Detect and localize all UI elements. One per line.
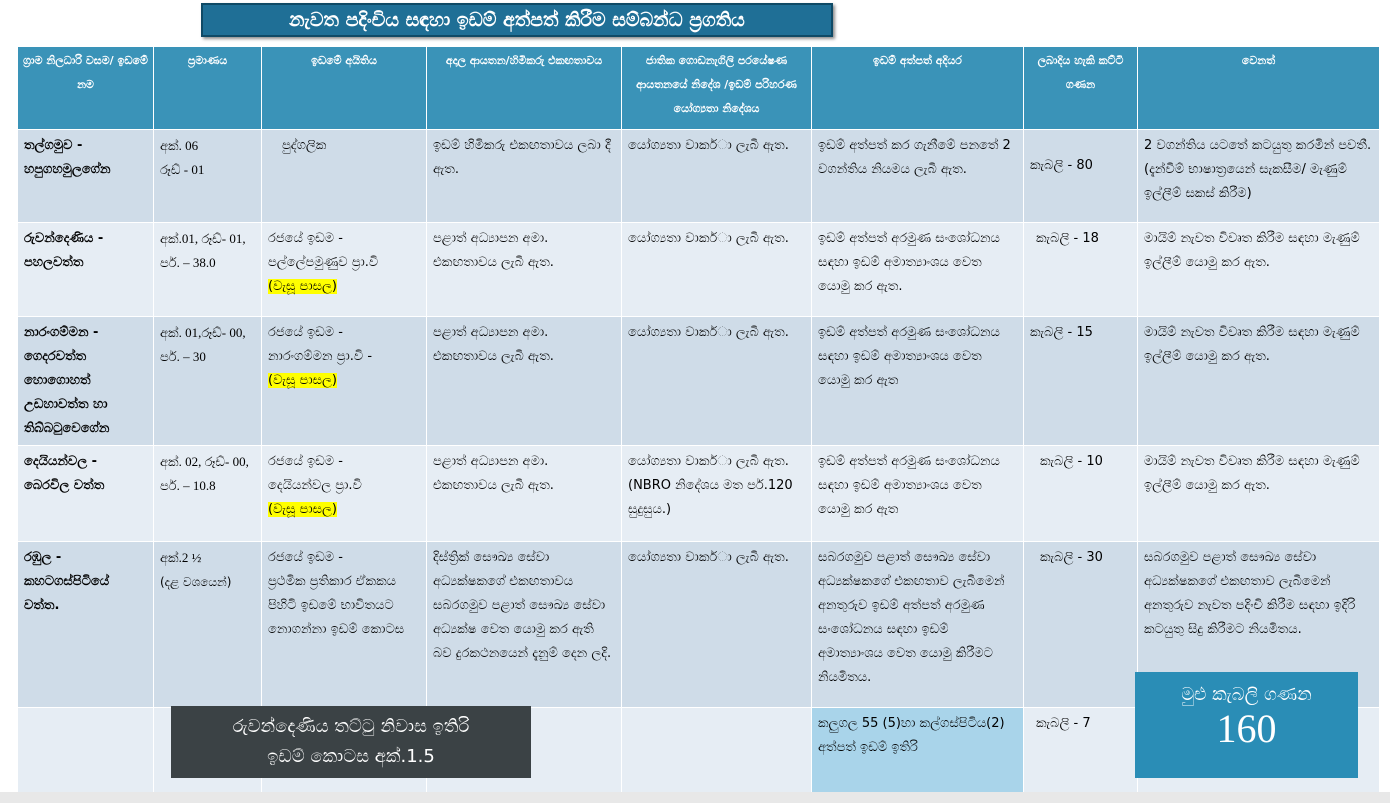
table-row (18, 446, 1380, 542)
table-row (18, 317, 1380, 446)
cell-stage: ඉඩම් අත්පත් අරමුණ සංශෝධනය සඳහා ඉඩම් අමාත්‍යාංශය වෙත යොමු කර ඇත (812, 446, 1024, 542)
cell-extent: අක්.01, රූඩ්- 01, පර්. – 38.0 (154, 223, 262, 317)
cell-ownership: රජයේ ඉඩම - දෙයියන්වල ප්‍රා.වි (වැසූ පාසල) (262, 446, 427, 542)
cell-consent: පළාත් අධ්‍යාපන අමා. එකඟතාවය ලැබී ඇත. (427, 223, 622, 317)
cell-name: රුවන්දෙණිය - පහලවත්ත (18, 223, 154, 317)
highlight-closed-school: (වැසූ පාසල) (268, 279, 337, 294)
cell-name: නාරංගම්මන - ගෙදරවත්ත හොගොහත් උඩහාවත්ත හා තිබ්බටුවෙගේන (18, 317, 154, 446)
cell-nbro: යෝග්‍යතා වාකර්ා ලැබී ඇත. (622, 542, 812, 708)
cell-ownership: රජයේ ඉඩම - නාරංගම්මන ප්‍රා.වි - (වැසූ පාසල) (262, 317, 427, 446)
cell-plots: කැබලි - 7 (1024, 708, 1138, 796)
cell-nbro: යෝග්‍යතා වාකර්ා ලැබී ඇත. (622, 130, 812, 223)
header-nbro: ජාතික ගොඩනැගිලි පරයේෂණ ආයතනයේ නිදේශ /ඉඩම් පරිහරණ යෝග්‍යතා නිදේශය (622, 47, 812, 130)
cell-extent: අක්. 06 රූඩ් - 01 (154, 130, 262, 223)
cell-stage: ඉඩම් අත්පත් අරමුණ සංශෝධනය සඳහා ඉඩම් අමාත්‍යාංශය වෙත යොමු කර ඇත (812, 317, 1024, 446)
cell-other: සබරගමුව පළාත් සෞඛ්‍ය සේවා අධ්‍යක්ෂකගේ එකඟතාව ලැබීමෙන් අනතුරුව නැවත පදිංචි කිරීම සඳහා ඉදිරි කටයුතු සිදු කිරීමට නියමිතය. (1138, 542, 1380, 708)
cell-ownership: පුද්ගලික (262, 130, 427, 223)
table-row (18, 223, 1380, 317)
cell-name (18, 708, 154, 796)
header-extent: ප්‍රමාණය (154, 47, 262, 130)
header-ownership: ඉඩමේ අයිතිය (262, 47, 427, 130)
cell-name: රඹුල - කහටගස්පිටියේ වත්ත. (18, 542, 154, 708)
cell-plots: කැබලි - 30 (1024, 542, 1138, 708)
highlight-closed-school: (වැසූ පාසල) (268, 373, 337, 388)
header-consent: අදාල ආයතන/හිමිකරු එකඟතාවය (427, 47, 622, 130)
table-row (18, 130, 1380, 223)
header-gn-division: ග්‍රාම නිලධාරි වසම/ ඉඩමේ නම (18, 47, 154, 130)
cell-extent: අක්. 02, රූඩ්- 00, පර්. – 10.8 (154, 446, 262, 542)
cell-extent: අක්. 01,රූඩ්- 00, පර්. – 30 (154, 317, 262, 446)
cell-plots: කැබලි - 18 (1024, 223, 1138, 317)
highlight-closed-school: (වැසූ පාසල) (268, 502, 337, 517)
cell-plots: කැබලි - 10 (1024, 446, 1138, 542)
header-stage: ඉඩම් අත්පත් අදියර (812, 47, 1024, 130)
cell-stage: ඉඩම් අත්පත් අරමුණ සංශෝධනය සඳහා ඉඩම් අමාත්‍යාංශය වෙත යොමු කර ඇත. (812, 223, 1024, 317)
cell-ownership: රජයේ ඉඩම - පල්ලේපමුණුව ප්‍රා.වි (වැසූ පාසල) (262, 223, 427, 317)
cell-nbro: යෝග්‍යතා වාකර්ා ලැබී ඇත. (622, 317, 812, 446)
cell-stage: කලුගල 55 (5)හා කල්ගස්පිටිය(2) අත්පත් ඉඩම් ඉතිරි (812, 708, 1024, 796)
remaining-land-note (171, 706, 531, 778)
note-line-1: රුවන්දෙණිය තට්ටු නිවාස ඉතිරි (232, 716, 470, 737)
cell-consent: පළාත් අධ්‍යාපන අමා. එකඟතාවය ලැබී ඇත. (427, 317, 622, 446)
note-line-2: ඉඩම් කොටස අක්.1.5 (267, 746, 435, 767)
total-plots-value: 160 (1216, 706, 1277, 751)
cell-nbro: යෝග්‍යතා වාකර්ා ලැබී ඇත. (622, 223, 812, 317)
cell-consent: පළාත් අධ්‍යාපන අමා. එකඟතාවය ලැබී ඇත. (427, 446, 622, 542)
cell-ownership: රජයේ ඉඩම - ප්‍රථමික ප්‍රතිකාර ඒකකය පිහිටි ඉඩමේ භාවිතයට නොගන්නා ඉඩම් කොටස (262, 542, 427, 708)
bottom-bar (0, 792, 1390, 803)
total-plots-box (1135, 672, 1358, 778)
header-row (18, 47, 1380, 130)
cell-plots: කැබලි - 80 (1024, 130, 1138, 223)
total-plots-label: මුළු කැබලි ගණන (1181, 684, 1312, 705)
cell-other: මායිම් නැවත විවෘත කිරීම සඳහා මැණුම් ඉල්ලීම් යොමු කර ඇත. (1138, 223, 1380, 317)
cell-stage: ඉඩම් අත්පත් කර ගැනීමේ පනතේ 2 වගන්තිය නියමය ලැබී ඇත. (812, 130, 1024, 223)
cell-other: මායිම් නැවත විවෘත කිරීම සඳහා මැණුම් ඉල්ලීම් යොමු කර ඇත. (1138, 317, 1380, 446)
header-plots: ලබාදිය හැකි කට්ටි ගණන (1024, 47, 1138, 130)
cell-nbro (622, 708, 812, 796)
cell-nbro: යෝග්‍යතා වාකර්ා ලැබී ඇත. (NBRO නිදේශය මත පර්.120 සුදුසුය.) (622, 446, 812, 542)
cell-extent: අක්.2 ½ (දළ වශයෙන්) (154, 542, 262, 708)
cell-other: 2 වගන්තිය යටතේ කටයුතු කරමින් පවතී. (දැන්වීම් භාෂාත්‍රයෙන් සැකසීම/ මැණුම් ඉල්ලීම් සකස් කිරීම) (1138, 130, 1380, 223)
cell-plots: කැබලි - 15 (1024, 317, 1138, 446)
cell-name: දෙයියන්වල - බෙරවිල වත්ත (18, 446, 154, 542)
header-other: වෙනත් (1138, 47, 1380, 130)
cell-stage: සබරගමුව පළාත් සෞඛ්‍ය සේවා අධ්‍යක්ෂකගේ එකඟතාව ලැබීමෙන් අනතුරුව ඉඩම් අත්පත් අරමුණ සංශෝධනය සඳහා ඉඩම් අමාත්‍යාංශය වෙත යොමු කිරීමට නියමිතය. (812, 542, 1024, 708)
cell-other: මායිම් නැවත විවෘත කිරීම සඳහා මැණුම් ඉල්ලීම් යොමු කර ඇත. (1138, 446, 1380, 542)
cell-consent: දිස්ත්‍රික් සෞඛ්‍ය සේවා අධ්‍යක්ෂකගේ එකඟතාවය සබරගමුව පළාත් සෞඛ්‍ය සේවා අධ්‍යක්ෂ වෙත යොමු කර ඇති බව දුරකථනයෙන් දැනුම් දෙන ලදි. (427, 542, 622, 708)
page-title: නැවත පදිංචිය සඳහා ඉඩම් අත්පත් කිරීම සම්බන්ධ ප්‍රගතිය (201, 3, 833, 37)
cell-name: තල්ගමුව - හපුගහමුලගේන (18, 130, 154, 223)
cell-consent: ඉඩම් හිමිකරු එකඟතාවය ලබා දී ඇත. (427, 130, 622, 223)
